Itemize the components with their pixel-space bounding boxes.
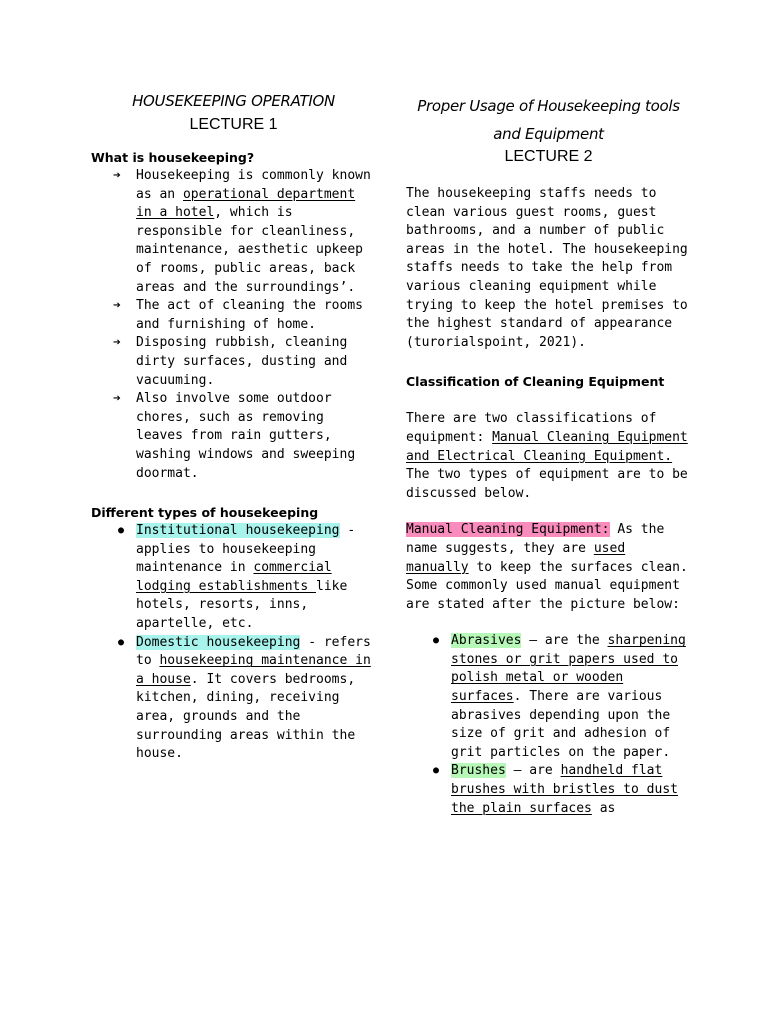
what-is-housekeeping-heading: What is housekeeping?: [91, 150, 255, 165]
arrow-bullet-icon: ➔: [113, 335, 121, 351]
classification-paragraph: [406, 410, 691, 503]
classification-segment: The two types of equipment are to be discussed below.: [406, 467, 688, 501]
housekeeping-definition-list: [91, 167, 376, 483]
arrow-bullet-icon: ➔: [113, 298, 121, 314]
arrow-bullet-icon: ➔: [113, 391, 121, 407]
lecture1-column: [91, 92, 376, 764]
type-segment: Institutional housekeeping: [136, 523, 340, 539]
type-segment: - refers to: [136, 634, 371, 669]
bullet-icon: ●: [118, 525, 125, 537]
type-segment: . It covers bedrooms, kitchen, dining, receiving area, grounds and the surrounding areas within the house.: [136, 671, 356, 762]
definition-item: [91, 297, 376, 334]
definition-item: [91, 167, 376, 297]
type-segment: commercial lodging establishments: [136, 560, 332, 594]
definition-segment: Disposing rubbish, cleaning dirty surfaces, dusting and vacuuming.: [136, 335, 348, 388]
type-segment: Domestic housekeeping: [136, 634, 301, 650]
manual-segment: to keep the surfaces clean. Some commonly used manual equipment are stated after the picture below:: [406, 559, 688, 612]
definition-segment: , which is responsible for cleanliness, maintenance, aesthetic upkeep of rooms, public areas, back areas and the surroundings’.: [136, 205, 363, 295]
equipment-segment: Abrasives: [451, 633, 522, 649]
equipment-segment: handheld flat brushes with bristles to dust the plain surfaces: [451, 763, 678, 816]
definition-item: [91, 334, 376, 390]
types-heading: Different types of housekeeping: [91, 505, 319, 521]
classification-heading: Classification of Cleaning Equipment: [406, 374, 665, 390]
lecture1-label: LECTURE 1: [189, 116, 278, 133]
lecture1-title: HOUSEKEEPING OPERATION: [132, 92, 335, 110]
definition-segment: The act of cleaning the rooms and furnishing of home.: [136, 298, 363, 332]
classification-segment: Manual Cleaning Equipment and Electrical Cleaning Equipment.: [406, 429, 688, 464]
definition-item: [91, 390, 376, 483]
definition-segment: Also involve some outdoor chores, such as removing leaves from rain gutters, washing windows and sweeping doormat.: [136, 391, 356, 481]
equipment-item: [406, 632, 691, 762]
bullet-icon: ●: [433, 635, 440, 647]
type-item: [91, 634, 376, 764]
definition-segment: operational department in a hotel: [136, 186, 356, 221]
lecture2-intro: The housekeeping staffs needs to clean various guest rooms, guest bathrooms, and a number of public areas in the hotel. The housekeeping staffs needs to take the help from various cleaning equipment while trying to keep the hotel premises to the highest standard of appearance (turorialspoint, 2021).: [406, 186, 688, 350]
arrow-bullet-icon: ➔: [113, 168, 121, 183]
equipment-segment: . There are various abrasives depending upon the size of grit and adhesion of grit particles on the paper.: [451, 689, 671, 760]
equipment-segment: Brushes: [451, 763, 506, 779]
equipment-item: [406, 762, 691, 818]
manual-segment: used manually: [406, 540, 626, 575]
equipment-segment: as: [591, 800, 616, 816]
housekeeping-types-list: [91, 522, 376, 764]
type-segment: like hotels, resorts, inns, apartelle, etc.: [136, 578, 348, 632]
bullet-icon: ●: [433, 765, 440, 777]
manual-segment: Manual Cleaning Equipment:: [406, 522, 610, 538]
definition-segment: Housekeeping is commonly known as an: [136, 168, 371, 202]
lecture2-title: Proper Usage of Housekeeping tools and Equipment: [417, 97, 680, 143]
classification-segment: There are two classifications of equipment:: [406, 411, 657, 445]
type-item: [91, 522, 376, 634]
manual-equipment-paragraph: [406, 521, 691, 614]
equipment-segment: – are: [505, 763, 561, 779]
bullet-icon: ●: [118, 636, 125, 648]
manual-equipment-list: [406, 632, 691, 818]
manual-segment: As the name suggests, they are: [406, 522, 665, 556]
equipment-segment: – are the: [521, 633, 608, 649]
type-segment: - applies to housekeeping maintenance in: [136, 523, 356, 576]
type-segment: housekeeping maintenance in a house: [136, 653, 371, 687]
lecture2-label: LECTURE 2: [504, 148, 593, 165]
equipment-segment: sharpening stones or grit papers used to polish metal or wooden surfaces: [451, 633, 686, 705]
lecture2-column: [406, 92, 691, 818]
